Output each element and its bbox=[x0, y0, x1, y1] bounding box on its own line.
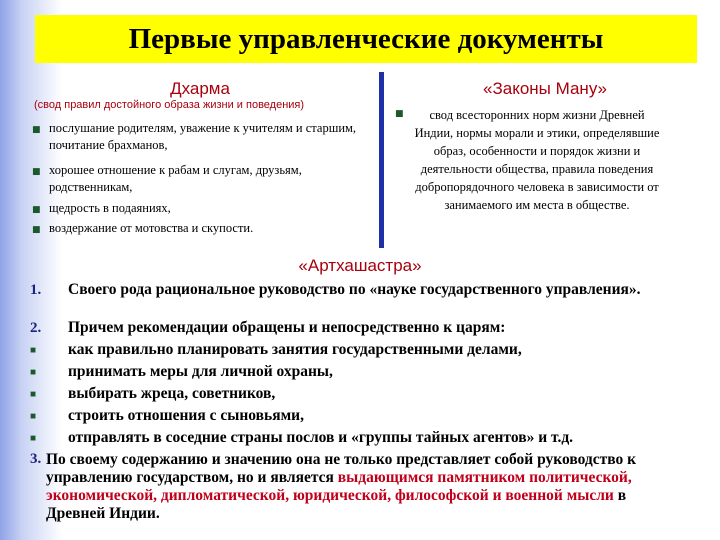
arthashastra-heading: «Артхашастра» bbox=[298, 256, 422, 275]
bullet-icon: ■ bbox=[30, 389, 37, 400]
arthashastra-item-2: Причем рекомендации обращены и непосредственно к царям: bbox=[68, 319, 506, 336]
bullet-icon: ■ bbox=[32, 205, 41, 215]
bullet-icon: ■ bbox=[32, 125, 41, 135]
arthashastra-item-3 bbox=[46, 451, 656, 523]
item3-text: По своему содержанию и значению она не только представляет собой руководство к управлению государством, но и является bbox=[46, 451, 637, 486]
arthashastra-item-1: Своего рода рациональное руководство по «науке государственного управления». bbox=[68, 281, 641, 298]
arthashastra-subitem: как правильно планировать занятия государственными делами, bbox=[68, 341, 522, 358]
list-number: 2. bbox=[30, 320, 42, 336]
manu-text: свод всесторонних норм жизни Древней Индии, нормы морали и этики, определявшие образ, особенности и порядок жизни и деятельности общества, правила поведения добропорядочного человека в зависимости от занимаемого им места в обществе. bbox=[414, 108, 660, 212]
dharma-heading: Дхарма bbox=[170, 79, 230, 98]
item3-end: в Древней Индии. bbox=[46, 487, 627, 522]
column-divider bbox=[379, 72, 384, 248]
page-title: Первые управленческие документы bbox=[128, 22, 604, 55]
arthashastra-subitem: строить отношения с сыновьями, bbox=[68, 407, 304, 424]
dharma-item: воздержание от мотовства и скупости. bbox=[49, 221, 254, 235]
item3-highlight: выдающимся памятником политической, экономической, дипломатической, юридической, философской и военной мысли bbox=[46, 469, 632, 504]
bullet-icon: ■ bbox=[30, 411, 37, 422]
bullet-icon: ■ bbox=[32, 167, 41, 177]
dharma-item: послушание родителям, уважение к учителям и старшим, почитание брахманов, bbox=[49, 121, 357, 152]
dharma-item: щедрость в подаяниях, bbox=[49, 201, 171, 215]
bullet-icon: ■ bbox=[395, 109, 404, 119]
list-number: 1. bbox=[30, 282, 42, 298]
dharma-item: хорошее отношение к рабам и слугам, друзьям, родственникам, bbox=[49, 163, 302, 194]
bullet-icon: ■ bbox=[30, 345, 37, 356]
bullet-icon: ■ bbox=[30, 367, 37, 378]
list-number: 3. bbox=[30, 451, 42, 467]
arthashastra-subitem: отправлять в соседние страны послов и «группы тайных агентов» и т.д. bbox=[68, 429, 574, 446]
manu-heading: «Законы Ману» bbox=[483, 79, 607, 98]
dharma-subtitle: (свод правил достойного образа жизни и поведения) bbox=[34, 99, 305, 111]
bullet-icon: ■ bbox=[30, 433, 37, 444]
title-banner bbox=[35, 15, 697, 63]
arthashastra-subitem: принимать меры для личной охраны, bbox=[68, 363, 333, 380]
bullet-icon: ■ bbox=[32, 225, 41, 235]
arthashastra-subitem: выбирать жреца, советников, bbox=[68, 385, 276, 402]
